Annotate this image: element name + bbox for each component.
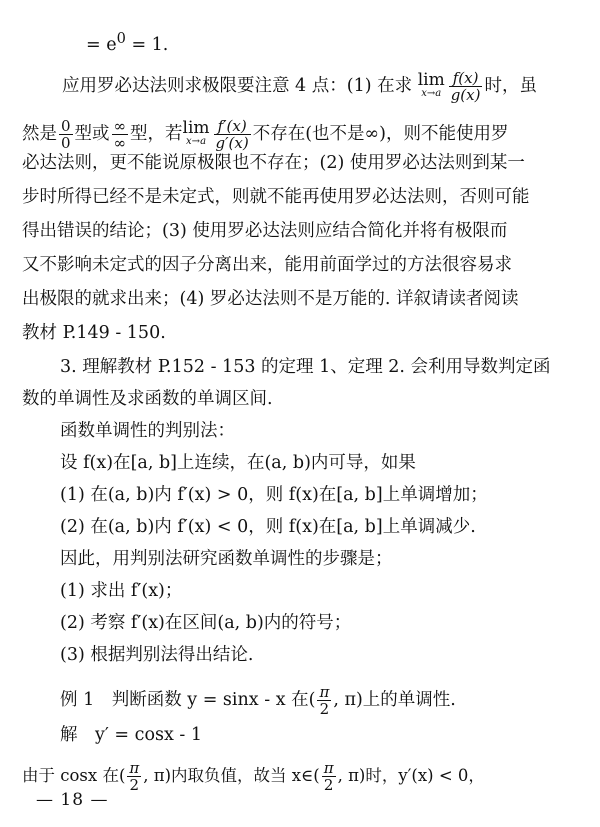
fraction-numerator: f′(x) (214, 118, 251, 135)
text-run: , π)时，y′(x) < 0， (337, 766, 485, 785)
fraction-denominator: g(x) (450, 86, 481, 104)
eq-suffix: = 1. (125, 34, 169, 55)
limit-operator (417, 69, 445, 101)
fraction-numerator: ∞ (113, 117, 127, 135)
fraction (317, 684, 331, 717)
fraction (449, 70, 483, 103)
limit-operator (182, 117, 210, 149)
fraction-denominator: 2 (319, 700, 330, 718)
text-run: 型，若 (130, 124, 183, 144)
paragraph-line: (3) 根据判别法得出结论. (60, 645, 254, 665)
eq-exponent: 0 (116, 30, 126, 47)
fraction-denominator: 2 (129, 776, 140, 794)
paragraph-line: (2) 考察 f′(x)在区间(a, b)内的符号； (60, 613, 352, 633)
limit-subscript: x→a (421, 87, 442, 99)
text-run: , π)上的单调性. (333, 690, 456, 710)
equation-line (86, 28, 168, 56)
text-run: 应用罗必达法则求极限要注意 4 点：(1) 在求 (62, 76, 413, 96)
text-run: 例 1 判断函数 y = sinx - x 在( (60, 690, 316, 710)
paragraph-line: (1) 求出 f′(x)； (60, 581, 183, 601)
paragraph-line: 函数单调性的判别法： (60, 421, 235, 441)
paragraph-line (22, 760, 485, 793)
fraction-numerator: f(x) (449, 70, 483, 87)
paragraph-line: 必达法则，更不能说原极限也不存在；(2) 使用罗必达法则到某一 (22, 153, 525, 173)
limit-word: lim (417, 69, 445, 90)
paragraph-line (62, 70, 537, 103)
text-run: , π)内取负值，故当 x∈( (143, 766, 320, 785)
paragraph-line: 步时所得已经不是未定式，则就不能再使用罗必达法则，否则可能 (22, 187, 530, 207)
page-number: — 18 — (36, 790, 109, 810)
paragraph-line: 因此，用判别法研究函数单调性的步骤是； (60, 549, 393, 569)
paragraph-line: 得出错误的结论；(3) 使用罗必达法则应结合简化并将有极限而 (22, 221, 508, 241)
fraction-numerator: π (319, 683, 330, 701)
limit-word: lim (182, 117, 210, 138)
solution-line: 解 y′ = cosx - 1 (60, 725, 203, 745)
fraction (112, 118, 129, 151)
paragraph-line: 数的单调性及求函数的单调区间. (22, 389, 273, 409)
fraction-denominator: ∞ (113, 134, 127, 152)
fraction (59, 118, 73, 151)
fraction-denominator: 0 (61, 134, 71, 152)
paragraph-line: 3. 理解教材 P.152 - 153 的定理 1、定理 2. 会利用导数判定函 (60, 357, 551, 377)
fraction-denominator: 2 (323, 776, 334, 794)
paragraph-line: (2) 在(a, b)内 f′(x) < 0，则 f(x)在[a, b]上单调减少. (60, 517, 476, 537)
fraction (127, 760, 141, 793)
text-run: 型或 (74, 124, 110, 144)
eq-prefix: = e (86, 34, 117, 55)
paragraph-line: 教材 P.149 - 150. (22, 323, 166, 343)
paragraph-line: 设 f(x)在[a, b]上连续，在(a, b)内可导，如果 (60, 453, 416, 473)
example-line (60, 684, 456, 717)
fraction-numerator: π (129, 759, 140, 777)
paragraph-line: 出极限的就求出来；(4) 罗必达法则不是万能的. 详叙请读者阅读 (22, 289, 519, 309)
text-run: 然是 (22, 124, 57, 144)
text-run: 时，虽 (484, 76, 537, 96)
fraction-numerator: π (323, 759, 334, 777)
paragraph-line (22, 118, 508, 151)
paragraph-line: (1) 在(a, b)内 f′(x) > 0，则 f(x)在[a, b]上单调增加； (60, 485, 488, 505)
paragraph-line: 又不影响未定式的因子分离出来，能用前面学过的方法很容易求 (22, 255, 512, 275)
limit-subscript: x→a (186, 135, 207, 147)
fraction (214, 118, 251, 151)
text-run: 由于 cosx 在( (22, 766, 126, 785)
fraction-denominator: g′(x) (215, 134, 249, 152)
fraction (322, 760, 336, 793)
fraction-numerator: 0 (61, 117, 71, 135)
text-run: 不存在(也不是∞)，则不能使用罗 (252, 124, 509, 144)
